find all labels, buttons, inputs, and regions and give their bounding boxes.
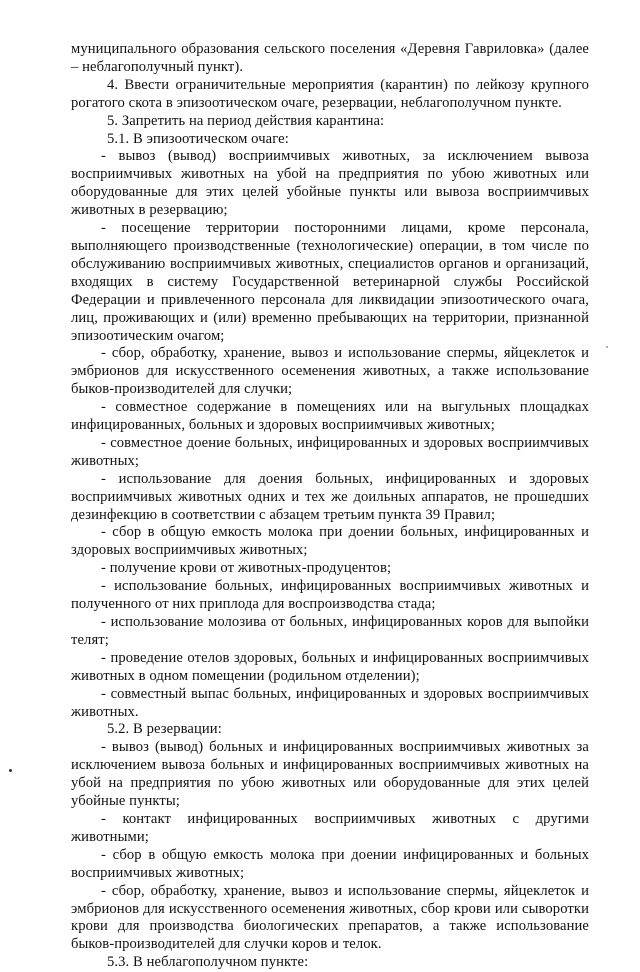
list-item: - получение крови от животных-продуцентов;	[101, 560, 392, 577]
list-item: - вывоз (вывод) восприимчивых животных, за исключением вывоза восприимчивых животных на убой на предприятия по убою животных или оборудованные для этих целей убойные пункты или вывоза восприимчивых животных в резервацию;	[71, 148, 589, 219]
heading-5-2: 5.2. В резервации:	[107, 721, 222, 738]
heading-5-1: 5.1. В эпизоотическом очаге:	[107, 130, 289, 147]
document-page	[71, 41, 589, 972]
paragraph-item-4: 4. Ввести ограничительные мероприятия (карантин) по лейкозу крупного рогатого скота в эпизоотическом очаге, резервации, неблагополучном пункте.	[71, 76, 589, 111]
scan-speck	[9, 769, 12, 772]
list-item: - контакт инфицированных восприимчивых животных с другими животными;	[71, 810, 589, 845]
list-item: - сбор в общую емкость молока при доении больных, инфицированных и здоровых восприимчивых животных;	[71, 524, 589, 559]
list-item: - использование молозива от больных, инфицированных коров для выпойки телят;	[71, 614, 589, 648]
list-item: - проведение отелов здоровых, больных и инфицированных восприимчивых животных в одном помещении (родильном отделении);	[71, 649, 589, 684]
list-item: - сбор, обработку, хранение, вывоз и использование спермы, яйцеклеток и эмбрионов для искусственного осеменения животных, сбор крови или сыворотки крови для производства биологических препаратов, а также использование быков-производителей для случки коров и телок.	[71, 882, 589, 953]
list-item: - совместное содержание в помещениях или на выгульных площадках инфицированных, больных и здоровых восприимчивых животных;	[71, 399, 589, 434]
list-item: - совместное доение больных, инфицированных и здоровых восприимчивых животных;	[71, 434, 589, 469]
paragraph-intro-continuation: муниципального образования сельского поселения «Деревня Гавриловка» (далее – неблагополучный пункт).	[71, 41, 589, 75]
list-item: - совместный выпас больных, инфицированных и здоровых восприимчивых животных.	[71, 685, 589, 720]
list-item: - сбор в общую емкость молока при доении инфицированных и больных восприимчивых животных;	[71, 846, 589, 881]
paragraph-item-5: 5. Запретить на период действия карантина:	[107, 112, 385, 129]
list-item: - использование больных, инфицированных восприимчивых животных и полученного от них приплода для воспроизводства стада;	[71, 578, 589, 613]
list-item: - вывоз (вывод) больных и инфицированных восприимчивых животных за исключением вывоза больных и инфицированных восприимчивых животных на убой на предприятия по убою животных или оборудованные для этих целей убойные пункты;	[71, 739, 589, 810]
heading-5-3: 5.3. В неблагополучном пункте:	[107, 954, 309, 971]
scan-speck	[606, 346, 608, 348]
list-item: - сбор, обработку, хранение, вывоз и использование спермы, яйцеклеток и эмбрионов для искусственного осеменения животных, а также использование быков-производителей для случки;	[71, 345, 589, 398]
list-item: - использование для доения больных, инфицированных и здоровых восприимчивых животных одних и тех же доильных аппаратов, не прошедших дезинфекцию в соответствии с абзацем третьим пункта 39 Правил;	[71, 470, 589, 523]
list-item: - посещение территории посторонними лицами, кроме персонала, выполняющего производственные (технологические) операции, в том числе по обслуживанию восприимчивых животных, специалистов органов и организаций, входящих в систему Государственной ветеринарной службы Российской Федерации и привлеченного персонала для ликвидации эпизоотического очага, лиц, проживающих и (или) временно пребывающих на территории, признанной эпизоотическим очагом;	[71, 220, 589, 344]
